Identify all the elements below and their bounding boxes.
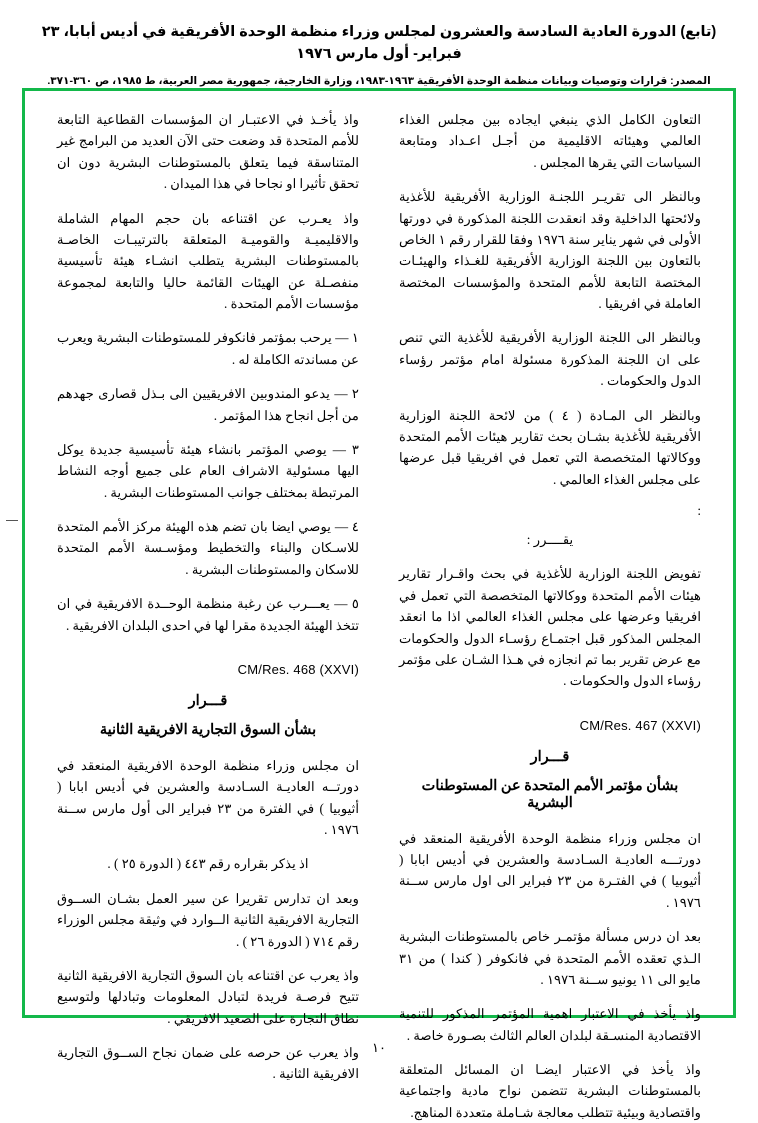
paragraph: بعد ان درس مسألة مؤتمـر خاص بالمستوطنات البشرية الـذي تعقده الأمم المتحدة في فانكوفر ( كندا ) من ٣١ مايو الى ١١ يونيو ســنة ١٩٧٦ . bbox=[399, 929, 701, 987]
paragraph: وبالنظر الى اللجنة الوزارية الأفريقية للأغذية التي تنص على ان اللجنة المذكورة مسئولة امام مؤتمر رؤساء الدول والحكومات . bbox=[399, 330, 701, 389]
colon-line: : bbox=[697, 503, 701, 518]
page-header bbox=[0, 0, 758, 89]
resolution-word: قـــرار bbox=[530, 748, 570, 765]
paragraph: واذ يأخذ في الاعتبار اهمية المؤتمر المذكور للتنمية الاقتصادية المنسـقة لبلدان العالم الثالث بصـورة خاصة . bbox=[399, 1006, 701, 1043]
margin-tick bbox=[6, 520, 18, 521]
resolution-code: CM/Res. 468 (XXVI) bbox=[237, 661, 359, 677]
paragraph: وبعد ان تدارس تقريرا عن سير العمل بشـان الســوق التجارية الافريقية الثانية الــوارد في وثيقة مجلس الوزراء رقم ٧١٤ ( الدورة ٢٦ ) . bbox=[57, 890, 359, 949]
decision-text: تفويض اللجنة الوزارية للأغذية في بحث واقـرار تقارير هيئات الأمم المتحدة ووكالاتها المتخصصة التي تعمل في افريقيا وعرضها على مجلس الغذاء العالمي اذا ما انعقد المجلس المذكور قبل اجتمـاع رؤسـاء الدول والحكومات مع عرض تقرير بما تم انجازه في هـذا الشـان على مؤتمر رؤساء الدول والحكومات . bbox=[399, 566, 701, 689]
numbered-item: ١ — يرحب بمؤتمر فانكوفر للمستوطنات البشرية ويعرب عن مساندته الكاملة له . bbox=[57, 330, 359, 367]
paragraph: اذ يذكر بقراره رقم ٤٤٣ ( الدورة ٢٥ ) . bbox=[107, 856, 309, 872]
paragraph: واذ يعرب عن اقتناعه بان السوق التجارية الافريقية الثانية تتيح فرصـة فريدة لتبادل المعلومات وتبادلها ولتوسيع نطاق التجارة على الصعيد الافريقي . bbox=[57, 967, 359, 1026]
document-title: (تابع) الدورة العادية السادسة والعشرون لمجلس وزراء منظمة الوحدة الأفريقية في أديس أبابا، ٢٣ فبراير- أول مارس ١٩٧٦ bbox=[41, 24, 717, 62]
paragraph: التعاون الكامل الذي ينبغي ايجاده بين مجلس الغذاء العالمي وهيئاته الاقليمية من أجـل اعـداد ومتابعة السياسات التي يقرها المجلس . bbox=[399, 112, 701, 170]
paragraph: واذ يأخـذ في الاعتبـار ان المؤسسات القطاعية التابعة للأمم المتحدة قد وضعت حتى الآن العديد من البرامج غير المتناسقة فيما يتعلق بالمستوطنات البشرية دون ان تحقق تأثيرا او نجاحا في هذا الميدان . bbox=[57, 112, 359, 192]
numbered-item: ٢ — يدعو المندوبين الافريقيين الى بـذل قصارى جهدهم من أجل انجاح هذا المؤتمر . bbox=[57, 386, 359, 423]
resolution-subject: بشأن مؤتمر الأمم المتحدة عن المستوطنات البشرية bbox=[421, 777, 679, 811]
resolution-word: قـــرار bbox=[188, 692, 228, 709]
resolution-code: CM/Res. 467 (XXVI) bbox=[579, 717, 701, 733]
paragraph: واذ يأخذ في الاعتبار ايضـا ان المسائل المتعلقة بالمستوطنات البشرية تتضمن نواح مادية واجتماعية واقتصادية وبيئية تتطلب معالجة شـاملة متعددة المناهج. bbox=[399, 1062, 701, 1120]
paragraph: وبالنظر الى تقريـر اللجنـة الوزارية الأفريقية للأغذية ولائحتها الداخلية وقد انعقدت اللجنة المذكورة في دورتها الأولى في شهر يناير سنة ١٩٧٦ وفقا للقرار رقم ١ الخاص بالتعاون بين اللجنة الوزارية الأفريقية للغـذاء والهيئـات المختصة التابعة للأمم المتحدة والمؤسسات المختصة العاملة في افريقيا . bbox=[399, 189, 702, 311]
document-source: المصدر: قرارات وتوصيات وبيانات منظمة الوحدة الأفريقية ١٩٦٣-١٩٨٣، وزارة الخارجية، جمهورية مصر العربية، ط ١٩٨٥، ص ٣٦٠-٣٧١. bbox=[47, 74, 711, 87]
paragraph: ان مجلس وزراء منظمة الوحدة الافريقية المنعقد في دورتــه العاديـة السـادسة والعشرين في أديس ابابا ( أثيوبيا ) في الفترة من ٢٣ فبراير الى أول مارس ســنة ١٩٧٦ . bbox=[57, 757, 359, 837]
paragraph: ان مجلس وزراء منظمة الوحدة الأفريقية المنعقد في دورتـــه العاديـة السـادسة والعشرين في أديس ابابا ( أثيوبيا ) في الفتـرة من ٢٣ فبراير الى اول مارس ســنة ١٩٧٦ . bbox=[399, 830, 701, 910]
page-number: ١٠ bbox=[372, 1040, 386, 1055]
numbered-item: ٣ — يوصي المؤتمر بانشاء هيئة تأسيسية جديدة يوكل اليها مسئولية الاشراف العام على جميع أوجه النشاط المرتبطة بمختلف جوانب المستوطنات البشرية . bbox=[57, 441, 359, 500]
paragraph: وبالنظر الى المـادة ( ٤ ) من لائحة اللجنة الوزارية الأفريقية للأغذية بشـان بحث تقارير هيئات الأمم المتحدة ووكالاتها المتخصصة التي تعمل في افريقيا قبل عرضها على مجلس الغذاء العالمي . bbox=[399, 407, 702, 487]
numbered-item: ٤ — يوصي ايضا بان تضم هذه الهيئة مركز الأمم المتحدة للاسـكان والبناء والتخطيط ومؤسـسة الأمم المتحدة للاسكان والمستوطنات البشرية . bbox=[57, 519, 359, 577]
paragraph: واذ يعـرب عن اقتناعه بان حجم المهام الشاملة والاقليميـة والقوميـة المتعلقة بالترتيبـات الخاصـة بالمستوطنات البشرية يتطلب انشـاء هيئة تأسيسية منفصـلة عن الهيئات القائمة حاليا والتابعة لمجموعة مؤسسات الأمم المتحدة . bbox=[57, 210, 359, 311]
paragraph: واذ يعرب عن حرصه على ضمان نجاح الســوق التجارية الافريقية الثانية . bbox=[57, 1045, 359, 1082]
numbered-item: ٥ — يعـــرب عن رغبة منظمة الوحــدة الافريقية في ان تتخذ الهيئة الجديدة مقرا لها في احدى البلدان الافريقية . bbox=[57, 596, 359, 633]
resolution-subject: بشأن السوق التجارية الافريقية الثانية bbox=[99, 721, 317, 738]
decides-label: يقــــرر : bbox=[526, 532, 574, 547]
